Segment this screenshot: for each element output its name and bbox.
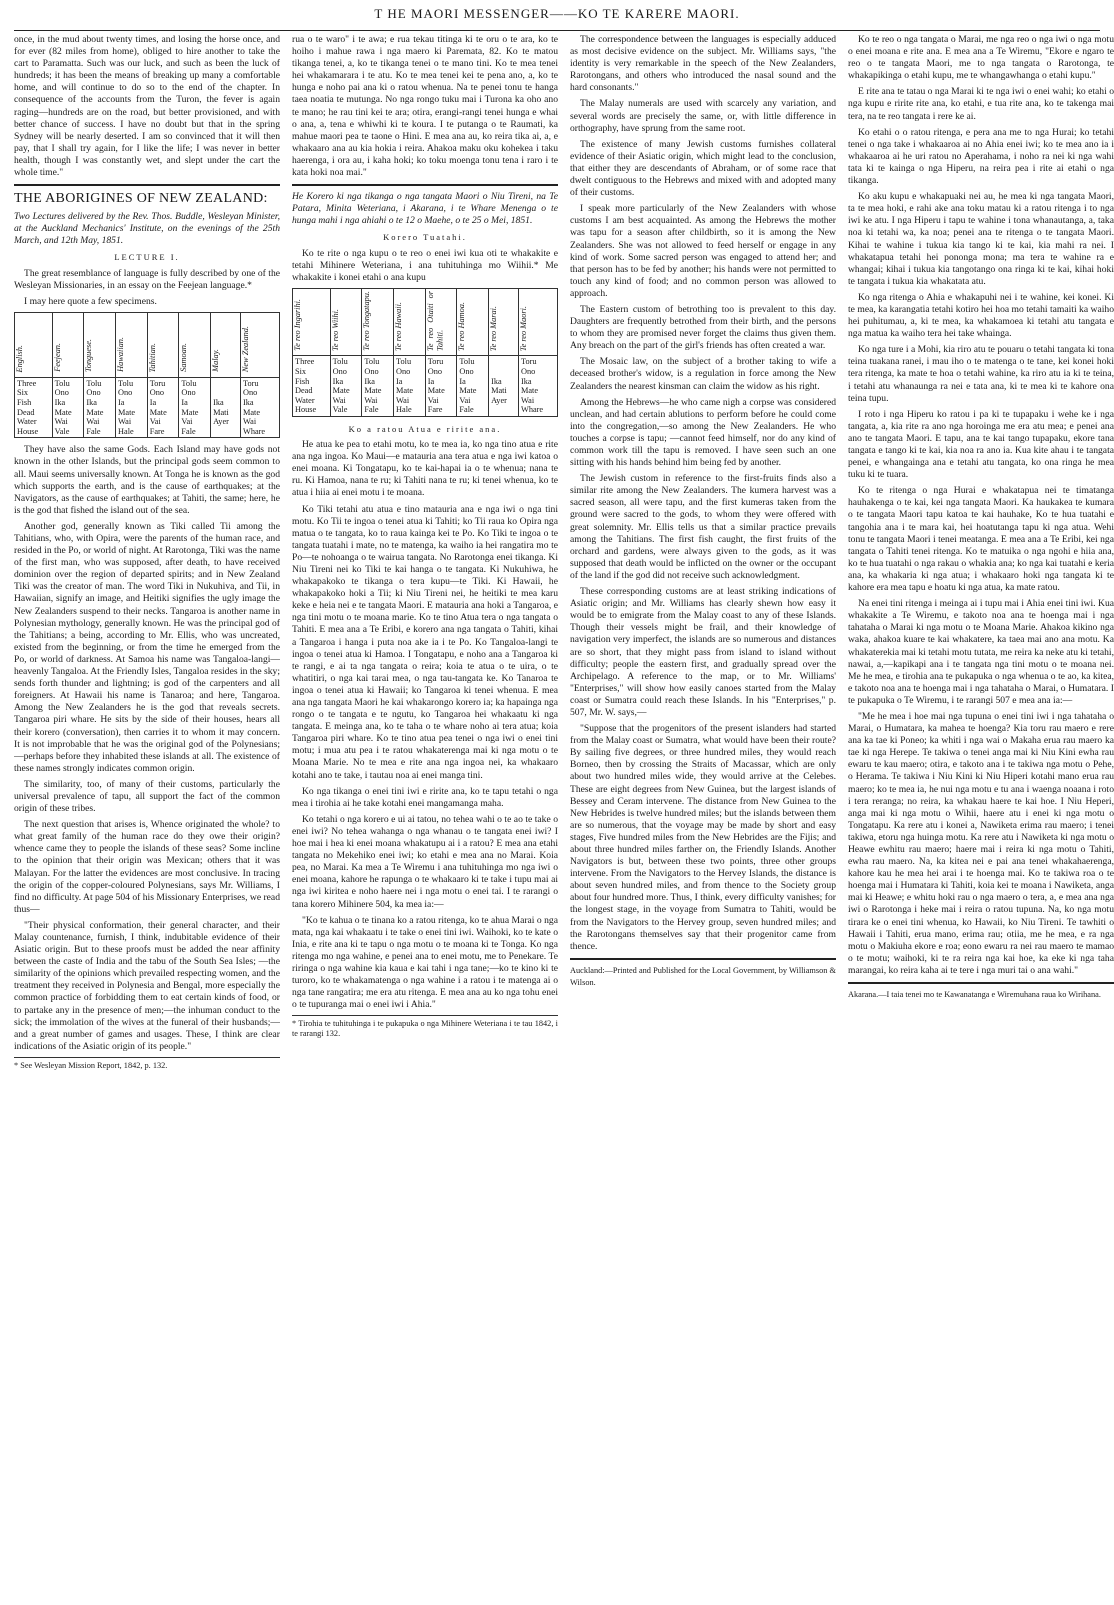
header-label: Te reo Maori. [519,305,528,351]
section-rule [292,184,558,186]
table-cell: Ika Mati Ayer [489,356,519,417]
article-subtitle: Two Lectures delivered by the Rev. Thos. Buddle, Wesleyan Minister, at the Auckland Mechanics' Institute, on the evenings of the 25th March, and 12th May, 1851. [14,211,280,247]
column-4 [848,34,1114,1599]
header-label: Te reo Hawaii. [394,301,404,351]
header-label: Malay. [211,349,221,373]
table-cell: Tolu Ono Ia Mate Wai Hale [116,377,148,438]
header-label: Te reo Otaiti or Tahiti. [425,290,445,351]
header-label: Feejean. [52,343,62,373]
header-label: Te reo Ingarihi. [293,299,302,351]
paragraph: Ko te rite o nga kupu o te reo o enei iwi kua oti te whakakite e tetahi Mihinere Weteriana, i ana tuhituhinga mo Wiihii.* Me whakakite i konei etahi o ana kupu [292,247,558,283]
table-header [84,312,116,377]
paragraph: Ko aku kupu e whakapuaki nei au, he mea ki nga tangata Maori, ta te mea hoki, e rahi ake ana toku matau ki a ratou ritenga i to nga iwi ke atu. I nga Hiperu i tapu te wahine i tona whanautanga, a, taka noa ki tetahi wa, ka noa; penei ana te ritenga o te tangata Maori. Kihai te wahine i tukua kia tango ki te kai, kia mahi ra nei. I whakatapua tetahi hei pononga mona; ma tera te wahine ra e whangai; kihai i tukua kia tangotango ona ringa ki te kai, kihai hoki te tangata i tukua kia whakatata atu. [848,191,1114,287]
paragraph: I roto i nga Hiperu ko ratou i pa ki te tupapaku i wehe ke i nga tangata, a, kia rite ra ano nga horoinga me era atu mea; e penei ana ano te tangata Maori. E tapu, ana te kai tango tupapaku, ekore tana tangata e tango ki te kai, kia noa ra ano ia. Kua kite ahau i te tangata penei, e whangainga ana e tetahi atu tangata, ko ona ringa he mea tuku ki te tuara. [848,408,1114,481]
table-header [147,312,179,377]
table-cell: Toru Ono Ia Mate Vai Fare [425,356,457,417]
lecture-heading: LECTURE I. [114,252,180,263]
table-header [519,288,558,356]
quotation: "Me he mea i hoe mai nga tupuna o enei tini iwi i nga tahataha o Marai, o Humatara, ka mahea te hoenga? Kia toru rau maero e rere ana ka tae ki Poneo; ka whiti i nga wai o Makaha erua rau maero ka tae ki nga Herepe. Te takiwa o tenei anga mai ki Niu Kini ewha rau ewaru te kau maero; otira, e takoto ana i te takiwa nga motu o Pehe, o Herama. Te takiwa i Niu Kini ki Niu Hiperi kotahi mano erua rau maero; ko te mea ia, he nui nga motu e tu ana i waenga noaana i roto i tera reranga; no reira, ka whakau haere te kai hoe. I Niu Heperi, anga mai ki nga motu o Wihii, haere atu i enei ki nga motu o Tongatapu. Ka rere atu i konei a, Nawiketa erima rau maero; i tenei takiwa, etoru nga huinga motu. Ka rere atu i Nawiketa ki nga motu o Heawe ewhitu rau maero; haere mai i reira ki nga motu o Tahiti, ewha rau maero. Na, ka kitea nei e pai ana tenei whakahaerenga, kahore kau he mea hei arai i te hoenga mai. Ko te takiwa roa o te hoenga mai i Humatara ki Tahiti, koia kei te moana i Nawiketa, anga mai ki Heawe; e whitu hoki rau o nga maero o tera, a, e mea ana nga iwi o Rarotonga i heke mai i reira o ratou tupuna. Na, ko nga motu tirara ke o enei tini whenua, ko Hawaii, ko Niu Tireni. Te tawhiti o Hawaii i Tahiti, erua mano, erima rau; otiia, me he mea, e ra nga motu o Makiuha ekore e roa; eono ewaru ra nei rau maero te mamao o te motu; waihoki, ki te ra reira nga kai hoe, ka eke ki nga taha marangai, ko reira kaha ai te tere i nga muri tai o ana wahi." [848,710,1114,976]
footnote: * Tirohia te tuhituhinga i te pukapuka o nga Mihinere Weteriana i te tau 1842, i te rarangi 132. [292,1019,558,1039]
table-cell: Toru Ono Ia Mate Vai Fare [147,377,179,438]
paragraph: The great resemblance of language is fully described by one of the Wesleyan Missionaries, in an essay on the Feejean language.* [14,267,280,291]
article-title: THE ABORIGINES OF NEW ZEALAND: [14,191,268,207]
header-label: Te reo Hamoa. [457,301,467,351]
paragraph: The Malay numerals are used with scarcely any variation, and several words are precisely the same, or, with little difference in orthography, have sprung from the same root. [570,98,836,134]
footnote-rule [14,1057,280,1058]
paragraph: The similarity, too, of many of their customs, particularly the universal prevalence of tapu, all support the fact of the common origin of these tribes. [14,778,280,815]
column-3 [570,34,836,1599]
table-cell: Three Six Fish Dead Water House [15,377,53,438]
vocabulary-table [14,312,280,439]
paragraph: The Eastern custom of betrothing too is prevalent to this day. Daughters are frequently betrothed from their birth, and the persons to whom they are promised never forget the claims thus given them. Any breach on the part of the girl's friends has often created a war. [570,303,836,352]
section-heading: Ko a ratou Atua e ririte ana. [348,423,502,434]
paragraph: He atua ke pea to etahi motu, ko te mea ia, ko nga tino atua e rite ana nga ingoa. Ko Maui—e matauria ana tera atua e nga iwi katoa o enei moana. Ki Tongatapu, ko te kai-hapai ia o te whenua; nana te ru. Ki Hamoa, nana te ru; ki Tahiti nana te ru; ki tenei whenua, ko te atua i hiia ai enei motu i te moana. [292,439,558,499]
table-cell: Tolu Ono Ika Mate Wai Vale [52,377,84,438]
header-label: Tonguese. [84,339,94,373]
table-header [362,288,394,356]
header-label: Hawaiian. [116,337,126,373]
table-header [330,288,362,356]
paragraph: Ko Tiki tetahi atu atua e tino matauria ana e nga iwi o nga tini motu. Ko Tii te ingoa o tenei atua ki Tahiti; ko Tii raua ko Opira nga matua o te tangata, ko to raua kainga kei te Po. Ko Tiki te ingoa o te tangata tuatahi i mate, no te matenga, ka waiho ia hei rangatira mo te Po—te nohoanga o te wairua tangata. No Rarotonga enei tikanga. Ki Niu Tireni nei ko Tiki te kai hanga o te tangata. Ki Nukuhiwa, he whakapakoko te tikanga o tera kupu—te Tiki. Ki Hawaii, he whakapakoko hoki a Tii; ki Niu Tireni nei, he heitiki te mea karu keke e heia nei e te tangata Maori. E matauria ana hoki a Tangaroa, e nga tini motu o te moana marie. Ko te tino Atua tera o nga tangata o Tahiti. E mea ana a Te Eribi, e korero ana nga tangata o Tahiti, kihai a Tangaroa i hanga i puta noa ake ia i te Po. Ko Tangaloa-langi te ingoa o tenei atua ki Hamoa. I Tongatapu, e noho ana a Tangaroa ki te rangi, e ai ta nga tangata o reira; koia te atua o te uira, o te whatitiri, o nga kai tarai mea, o nga tau-tangata ke. Ko Tanaroa te ingoa o tenei atua ki Hawaii; ko Tangaroa ki tenei whenua. E mea ana nga tangata Maori he kai whakarongo korero ia; ka hapainga nga rongo o te tangata e te ngutu, ko Tangaroa hei whakaatu ki nga tangata. E meinga ana, ko te taha o te whare noho ai tera atua; koia Tangaroa piri whare. Ko te tino atua pea tenei o nga iwi o enei tini motu; i mua atu pea i te ratou whakaterenga mai ki nga motu o te Moana Marie. No te mea e rite ana nga ingoa nei, ka whakaaro kotahi ano te take, i tautau noa ai enei manga tini. [292,503,558,781]
header-label: Tahitian. [147,342,157,373]
header-label: Samoan. [179,343,189,373]
table-cell: Tolu Ono Ika Mate Wai Fale [84,377,116,438]
paragraph: Ko etahi o o ratou ritenga, e pera ana me to nga Hurai; ko tetahi tenei o nga take i whakaaroa ai no Ahia enei iwi; ko te mea ano ia i whakaaroa ai he uri ratou no Aperahama, i noho ra nei ki nga wahi tata ki te kainga o nga Hiperu, na reira pea i rite ai etahi o nga tikanga. [848,126,1114,187]
masthead-rule [14,30,1100,31]
paragraph: Ko nga tikanga o enei tini iwi e ririte ana, ko te tapu tetahi o nga mea i tirohia ai he take kotahi enei mangamanga maha. [292,785,558,809]
table-cell: Tolu Ono Ia Mate Vai Fale [179,377,211,438]
header-label: Te reo Wiihi. [330,308,340,351]
header-label: New Zealand. [241,326,250,373]
newspaper-columns [14,34,1114,1599]
paragraph: Ko te ritenga o nga Hurai e whakatapua nei te timatanga hauhakenga o te kai, kei nga tangata Maori. Ka haukakea te kumara o te tangata Maori tapu katoa te kai hauhake, Ko te hua tuatahi e tangohia ana i te mara kai, hei hoatutanga tapu ki nga atua. Wehi tonu te tangata Maori i tenei meatanga. E mea ana a Te Eribi, kei nga tangata o Tahiti tenei ritenga. Ko te matuika o nga ngohi e hiia ana, ko te hua tuatahi o nga rakau o whakia ana; ko nga kai tuatahi e keria ana, ka whakaria ki nga atua; i whakaaro hoki nga tangata ki te kahore era mea tapu e hoatu ki nga atua, ka mate ratou. [848,485,1114,594]
table-cell: Tolu Ono Ia Mate Wai Hale [394,356,426,417]
table-cell: Toru Ono Ika Mate Wai Whare [241,377,280,438]
column-1 [14,34,280,1599]
imprint-rule [848,982,1114,984]
quotation: "Suppose that the progenitors of the present islanders had started from the Malay coast or Sumatra, what would have been their route? By sailing five degrees, or three hundred miles, they would reach Borneo, then by crossing the Straits of Macassar, which are only about two hundred miles wide, they would arrive at the Celebes. These are eight degrees from New Guinea, but the largest islands of Bessey and Ceram intervene. The distance from New Guinea to the New Hebrides is twelve hundred miles; but the islands between them are so numerous, that the voyage may be made by short and easy stages, Five hundred miles from the New Hebrides are the Fijis; and about three hundred miles farther on, the Friendly Islands. Another Navigators is but, between these two points, three other groups intervene. From the Navigators to the Hervey Islands, the distance is about seven hundred miles, and from thence to the Society group about four hundred more. Thus, I think, every difficulty vanishes; for the longest stage, in the voyage from Sumatra to Tahiti, would be from the Navigators to the Hervey group, seven hundred miles; and the Rarotongans themselves say that their progenitor came from thence. [570,723,836,952]
table-cell: Tolu Ono Ika Mate Wai Vale [330,356,362,417]
table-header [293,288,331,356]
paragraph: Na enei tini ritenga i meinga ai i tupu mai i Ahia enei tini iwi. Kua whakakite a Te Wiremu, e takoto noa ana te hoenga mai i nga tahataha o Marai ki nga motu o te Moana Marie. Ahakoa kikino nga waka, ahakoa kuare te kai whakatere, ka taea mai ano ana motu. Ka whakaterekia mai ki tetahi motu tutata, me reira ka neke atu ki tetahi, nawai, a,—kapikapi ana i te tangata nga tini motu o te moana nei. Me he mea, e tirohia ana te pukapuka o nga whenua o te ao, ka kitea, e takoto noa ana te hoenga mai i nga tahataha o Marai, o Humatara. I te pukapuka o Te Wiremu, i te rarangi 507 e mea ana ia:— [848,598,1114,706]
imprint: Auckland:—Printed and Published for the Local Government, by Williamson & Wilson. [570,965,836,987]
paragraph: Among the Hebrews—he who came nigh a corpse was considered unclean, and had certain ablutions to perform before he could come into the congregation,—so among the New Zealanders. He who touches a corpse is tapu; —cannot feed himself, nor do any kind of common work till the tapu is removed. I have seen such an one sitting with his hands behind him being fed by another. [570,396,836,469]
footnote: * See Wesleyan Mission Report, 1842, p. 132. [14,1060,168,1070]
header-label: English. [15,344,24,373]
table-cell: Ika Mati Ayer [211,377,241,438]
footnote-rule [292,1015,558,1016]
table-cell: Toru Ono Ika Mate Wai Whare [519,356,558,417]
article-heading: He Korero ki nga tikanga o nga tangata Maori o Niu Tireni, na Te Patara, Minita Weteriana, i Akarana, i te Whare Menenga o te hunga mahi i nga ahiahi o te 12 o Maehe, o te 25 o Mei, 1851. [292,191,558,227]
quotation: "Their physical conformation, their general character, and their Malay countenance, furnish, I think, indubitable evidence of their Asiatic origin. But to these proofs must be added the near affinity between the caste of India and the tabu of the South Sea Isles; —the similarity of the opinions which prevailed respecting women, and the treatment they received in Polynesia and Bengal, more especially the common practice of forbidding them to eat certain kinds of food, or to partake any in the presence of men;—the inhuman conduct to the sick; the immolation of the wives at the funeral of their husbands;—and a great number of games and usages. These, I think are clear indications of the Asiatic origin of its people." [14,919,280,1052]
paragraph: They have also the same Gods. Each Island may have gods not known in the other Islands, but the principal gods seem common to all. Maui seems universally known. At Tonga he is known as the god which supports the earth, and is the cause of earthquakes; at the Navigators, as the cause of earthquakes; at Tahiti, the same; here, he is the god that fished the island out of the sea. [14,444,280,516]
table-header [489,288,519,356]
masthead: T HE MAORI MESSENGER——KO TE KARERE MAORI. [374,6,740,21]
quotation: "Ko te kahua o te tinana ko a ratou ritenga, ko te ahua Marai o nga mata, nga kai whakaatu i te take o enei tini iwi. Waihoki, ko te kate o Inia, e rite ana ki te tapu o nga motu o te moana ki te Tonga. Ko nga ritenga mo nga wahine, e penei ana to enei motu, me to Penekare. Te riringa o nga wahine kia kaua e kai tahi i nga tane;—ko te kino ki te turoro, ko te whakamatenga o nga wahine i a ratou i te matenga ai o nga tane rangatira; me era atu ritenga. E mea ana au ko nga tohu enei o te tupuranga mai o enei iwi i Ahia." [292,914,558,1011]
table-row [293,356,558,417]
table-header [394,288,426,356]
paragraph: Another god, generally known as Tiki called Tii among the Tahitians, who, with Opira, were the parents of the human race, and resided in the Po, or world of night. At Rarotonga, Tiki was the name of the first man, who was supposed, after death, to have received dominion over the region of departed spirits; and in New Zealand Tiki was the creator of man. The word Tiki in Nukuhiva, and Tii, in Hawaiian, signify an image, and Heitiki signifies the ugly image the New Zealanders suspend to their necks. Tangaroa is another name in Polynesian mythology, generally known. He was the principal god of the Tahitians; a being, according to Mr. Ellis, who was uncreated, existed from the beginning, or from the time he emerged from the Po, or world of darkness. At Samoa his name was Tangaloa-langi—heavenly Tangaloa. At the Friendly Isles, Tangaloa resides in the sky; sends forth thunder and lightning; is god of the carpenters and all foreigners. At Hawaii his name is Tanaroa; and here, Tangaroa. Among the New Zealanders he is the god that reveals secrets. Tangaroa piri whare. He sits by the side of their houses, hears all their korero (conversation), then carries it to whom it may concern. It is not improbable that he was the original god of the Polynesians;—perhaps before they inhabited these islands at all. The existence of these names strongly indicates common origin. [14,520,280,774]
paragraph: The existence of many Jewish customs furnishes collateral evidence of their Asiatic origin, which might lead to the conclusion, that either they are descendants of Abraham, or of some race that dwelt contiguous to the Hebrews and mixed with and adopted many of their customs. [570,138,836,199]
paragraph: Ko te reo o nga tangata o Marai, me nga reo o nga iwi o nga motu o enei moana e rite ana. E mea ana a Te Wiremu, "Ekore e ngaro te reo o te tangata Maori, me to nga tangata o Rarotonga, te whakapikinga o etahi kupu, me te whangawhanga o etahi kupu." [848,34,1114,82]
paragraph: The Mosaic law, on the subject of a brother taking to wife a deceased brother's widow, is a regulation in force among the New Zealanders the nearest kinsman can claim the widow as his right. [570,356,836,392]
paragraph: The correspondence between the languages is especially adduced as most decisive evidence on the subject. Mr. Williams says, "the identity is very remarkable in the speech of the New Zealanders, Rarotongans, and others who introduced the nasal sound and the hard consonants." [570,34,836,94]
table-cell: Tolu Ono Ia Mate Vai Fale [457,356,489,417]
paragraph: E rite ana te tatau o nga Marai ki te nga iwi o enei wahi; ko etahi o nga kupu e ririte rite ana, ko etahi, e tua rite ana, ko te takenga mai tera, na te reo tangata i rere ke ai. [848,86,1114,122]
table-header [15,312,53,377]
paragraph: rua o te waro" i te awa; e rua tekau titinga ki te oru o te ara, ko te hoiho i mahue rawa i nga maero ki Paremata, 82. Ko te matou tikanga tenei, a, ko te tikanga tenei o te mano tini. Ko te mea tenei hei whakamarara i te atu. Ko te mea tenei kei te pena ano, a, ko te hunga e noho pai ana ki o ratou whenua. Na te penei tonu te hanga taea noatia te mutunga. No nga rongo tuku mai i Turona ka oho ano te mano; he rau tini kei te ara; otira, erangi-rangi tenei hunga e whai o ana, a, tena e whiwhi ki te koura. I te putanga o te Raumati, ka mahue maori pea te taone o Hini. E mea ana au, ko reira tika ai, a, e whakaaro ana au kia hokia i reira. Ahakoa maku oku kohekea i taku haerenga, i ora au, i kaha hoki; ko toku moenga tonu tena i raro i te kata hoki noa mai." [292,34,558,179]
vocabulary-table [292,288,558,417]
header-label: Te reo Marai. [489,305,499,351]
table-header [241,312,280,377]
header-label: Te reo Tongatapu. [362,291,372,351]
table-header [52,312,84,377]
paragraph: The Jewish custom in reference to the first-fruits finds also a similar rite among the New Zealanders. The kumera harvest was a sacred season, all were tapu, and the first kumeras taken from the ground were sacred to the gods, to whom they were offered with great solemnity. Mr. Ellis tells us that a similar practice prevails among the Tahitians. The first fish caught, the first fruits of the orchard and gardens, were always given to the gods, as it was supposed that death would be inflicted on the owner or the occupant of the land if the god did not receive such acknowledgment. [570,473,836,581]
paragraph: These corresponding customs are at least striking indications of Asiatic origin; and Mr. Williams has clearly shewn how easy it would be to emigrate from the Malay coast to any of these Islands. Though their vessels might be frail, and their knowledge of navigation very imperfect, the islands are so numerous and distances are so short, that they might pass from island to island without difficulty; people the eastern first, and gradually spread over the Archipelago. A reference to the map, or to Mr. Williams' "Enterprises," will show how easily canoes started from the Malay coast or Sumatra could reach these Islands. In his "Enterprises," p. 507, Mr. W. says,— [570,586,836,718]
table-header [211,312,241,377]
paragraph: I may here quote a few specimens. [24,295,157,307]
paragraph: I speak more particularly of the New Zealanders with whose customs I am best acquainted. As among the Hebrews the mother was tapu for a season after childbirth, so it is among the New Zealanders. She was not allowed to feed herself or engage in any kind of work. Some sacred person was engaged to attend her; and that person has to be fed by another; his hands were not permitted to touch any kind of food; and no common person was allowed to approach. [570,203,836,299]
section-rule [14,184,280,186]
imprint: Akarana.—I taia tenei mo te Kawanatanga e Wiremuhana raua ko Wirihana. [848,990,1101,1000]
table-row [15,377,280,438]
table-header [179,312,211,377]
paragraph: once, in the mud about twenty times, and losing the horse once, and for ever (82 miles from home), obliged to hire another to take the cart to Paramatta. Such was our luck, and such as been the luck of hundreds; it has been the means of breaking up many a comfortable home, and will continue to do so to the end of the chapter. In consequence of the accounts from the Turon, the fever is again raging—hundreds are on the road, but better provisioned, and with better chance of success. I have no doubt but that in the spring Sydney will be nearly deserted. I am so convinced that it will then pay, that I shall try again, for I like the life; I was never in better health, though I was constantly wet, and slept under the cart the whole time." [14,34,280,179]
table-cell: Three Six Fish Dead Water House [293,356,331,417]
table-header [457,288,489,356]
table-header [116,312,148,377]
column-2 [292,34,558,1599]
lecture-heading: Korero Tuatahi. [383,232,467,243]
paragraph: The next question that arises is, Whence originated the whole? to what great family of the human race do they owe their origin? whence came they to people the islands of these seas? Some incline to the opinion that their origin was Mexican; others that it was Malayan. For the latter the evidences are most conclusive. In tracing the origin of the copper-coloured Polynesians, says Mr. Williams, I find no difficulty. At page 504 of his Missionary Enterprises, we read thus— [14,819,280,915]
table-cell: Tolu Ono Ika Mate Wai Fale [362,356,394,417]
table-header [425,288,457,356]
paragraph: Ko nga ture i a Mohi, kia riro atu te pouaru o tetahi tangata ki tona teina tuakana ranei, i mau iho o te matenga o te tane, kei konei hoki tera ritenga, ka mate te hoa o tetahi wahine, ka riro atu ia ki te teina, i tetahi atu whanaunga ra nei e tata ana, ki te mea ki te kahore ona teina tupu. [848,344,1114,404]
imprint-rule [570,958,836,960]
paragraph: Ko nga ritenga o Ahia e whakapuhi nei i te wahine, kei konei. Ki te mea, ka karangatia tetahi kotiro hei hoa mo tetahi tamaiti ka waiho hei puhitumau, a, ki te mea, ka whakamoea ki tetahi atu tangata e nga matua ka waiho tera hei take whainga. [848,291,1114,340]
paragraph: Ko tetahi o nga korero e ui ai tatou, no tehea wahi o te ao te take o enei iwi? No tehea wahanga o nga whanau o te tangata enei iwi? I hoe mai i hea ki enei moana whakatupu ai i a ratou? E mea ana etahi tangata no Mekehiko enei iwi; ko etahi e mea ana no Marai. Koia pea, no Marai. Ka mea a Te Wiremu i ana tuhituhinga mo nga iwi o enei moana, kahore he rapunga o te whakaaro ki te take i tupu mai ai nga iwi kiritea e noho haere nei i nga motu o enei tai. I te rarangi o tana korero Mihinere 504, ka mea ia:— [292,813,558,910]
